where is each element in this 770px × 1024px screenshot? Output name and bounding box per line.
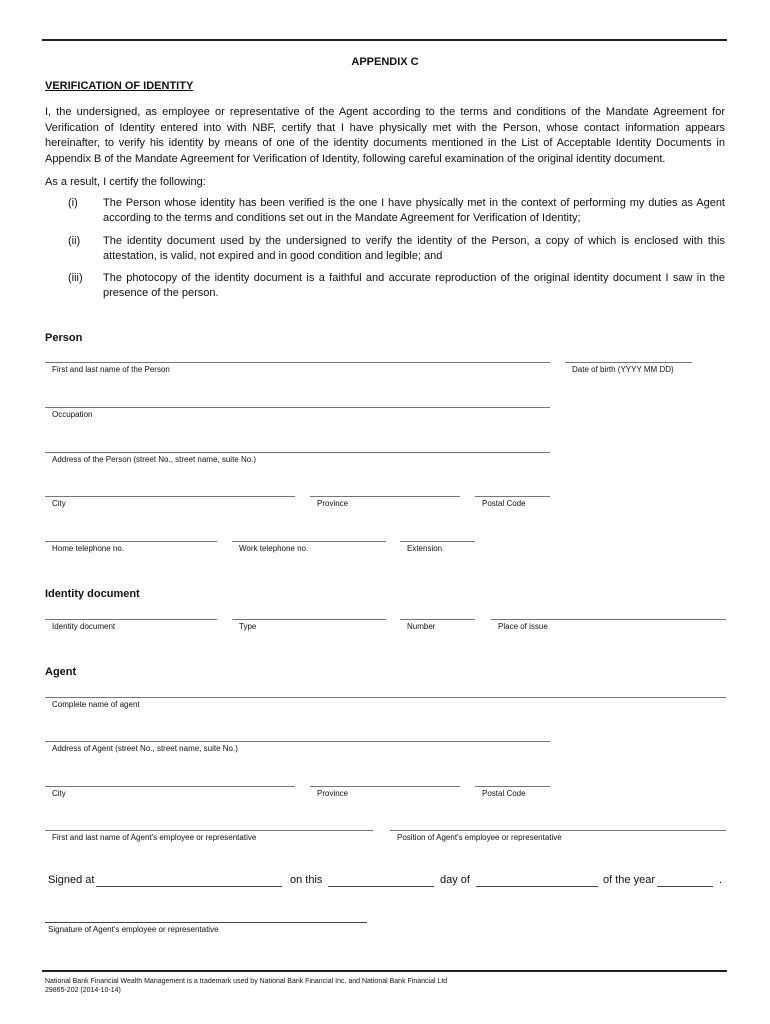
person-city-field[interactable]: [45, 496, 295, 497]
item-text-3: The photocopy of the identity document is a faithful and accurate reproduction of the original identity document I saw in the presence of the person.: [103, 272, 725, 299]
agent-city-field[interactable]: [45, 786, 295, 787]
item-text-1: The Person whose identity has been verified is the one I have physically met in the context of performing my duties as Agent according to the terms and conditions set out in the Mandate Agreement for Verification of Identity;: [103, 197, 725, 224]
agent-city-label: City: [52, 789, 66, 798]
year-field[interactable]: [657, 886, 713, 887]
signature-label: Signature of Agent's employee or representative: [48, 925, 219, 934]
agent-section-title: Agent: [45, 666, 77, 678]
identity-type-field[interactable]: [232, 619, 386, 620]
person-province-label: Province: [317, 499, 349, 508]
agent-employee-name-field[interactable]: [45, 830, 373, 831]
identity-document-label: Identity document: [52, 622, 116, 631]
work-telephone-label: Work telephone no.: [239, 544, 309, 553]
month-field[interactable]: [476, 886, 598, 887]
work-telephone-field[interactable]: [232, 541, 386, 542]
item-number-1: (i): [68, 197, 78, 209]
person-address-field[interactable]: [45, 452, 550, 453]
place-of-issue-field[interactable]: [491, 619, 726, 620]
item-text-2: The identity document used by the undersigned to verify the identity of the Person, a copy of which is enclosed with this attestation, is valid, not expired and in good condition and legible; and: [103, 235, 725, 262]
date-of-birth-field[interactable]: [565, 362, 692, 363]
person-address-label: Address of the Person (street No., street name, suite No.): [52, 455, 257, 464]
identity-document-field[interactable]: [45, 619, 217, 620]
home-telephone-field[interactable]: [45, 541, 217, 542]
extension-field[interactable]: [400, 541, 475, 542]
place-of-issue-label: Place of issue: [498, 622, 548, 631]
agent-postal-code-label: Postal Code: [482, 789, 526, 798]
item-number-2: (ii): [68, 235, 81, 247]
agent-postal-code-field[interactable]: [475, 786, 550, 787]
agent-employee-name-label: First and last name of Agent's employee or representative: [52, 833, 257, 842]
agent-name-label: Complete name of agent: [52, 700, 140, 709]
date-of-birth-label: Date of birth (YYYY MM DD): [572, 365, 674, 374]
agent-province-field[interactable]: [310, 786, 460, 787]
person-postal-code-label: Postal Code: [482, 499, 526, 508]
of-the-year-label: of the year: [603, 874, 655, 886]
person-name-field[interactable]: [45, 362, 550, 363]
section-heading: VERIFICATION OF IDENTITY: [45, 80, 194, 92]
identity-number-label: Number: [407, 622, 436, 631]
signed-at-label: Signed at: [48, 874, 95, 886]
item-number-3: (iii): [68, 272, 83, 284]
top-rule: [42, 39, 727, 41]
period-mark: .: [719, 874, 723, 886]
agent-employee-position-label: Position of Agent's employee or representative: [397, 833, 562, 842]
person-postal-code-field[interactable]: [475, 496, 550, 497]
identity-type-label: Type: [239, 622, 257, 631]
agent-address-field[interactable]: [45, 741, 550, 742]
agent-address-label: Address of Agent (street No., street name, suite No.): [52, 744, 238, 753]
bottom-rule: [42, 970, 727, 972]
footer-form-number: 29865-202 (2014-10-14): [45, 987, 121, 994]
agent-employee-position-field[interactable]: [390, 830, 726, 831]
signature-field[interactable]: [45, 922, 367, 923]
identity-number-field[interactable]: [400, 619, 475, 620]
on-this-label: on this: [290, 874, 323, 886]
person-section-title: Person: [45, 332, 83, 344]
person-province-field[interactable]: [310, 496, 460, 497]
person-city-label: City: [52, 499, 66, 508]
occupation-field[interactable]: [45, 407, 550, 408]
day-of-label: day of: [440, 874, 470, 886]
home-telephone-label: Home telephone no.: [52, 544, 125, 553]
day-field[interactable]: [328, 886, 434, 887]
signed-at-field[interactable]: [96, 886, 282, 887]
extension-label: Extension: [407, 544, 443, 553]
person-name-label: First and last name of the Person: [52, 365, 170, 374]
page-title: APPENDIX C: [351, 56, 419, 68]
identity-section-title: Identity document: [45, 588, 140, 600]
lead-text: As a result, I certify the following:: [45, 176, 206, 188]
agent-province-label: Province: [317, 789, 349, 798]
footer-trademark: National Bank Financial Wealth Management is a trademark used by National Bank Financial Inc. and National Bank Financial Ltd: [45, 978, 448, 985]
intro-paragraph: I, the undersigned, as employee or representative of the Agent according to the terms and conditions of the Mandate Agreement for Verification of Identity entered into with NBF, certify that I have physically met with the Person, whose contact information appears hereinafter, to verify his identity by means of one of the identity documents mentioned in the List of Acceptable Identity Documents in Appendix B of the Mandate Agreement for Verification of Identity, following careful examination of the original identity document.: [45, 106, 725, 165]
occupation-label: Occupation: [52, 410, 93, 419]
agent-name-field[interactable]: [45, 697, 726, 698]
